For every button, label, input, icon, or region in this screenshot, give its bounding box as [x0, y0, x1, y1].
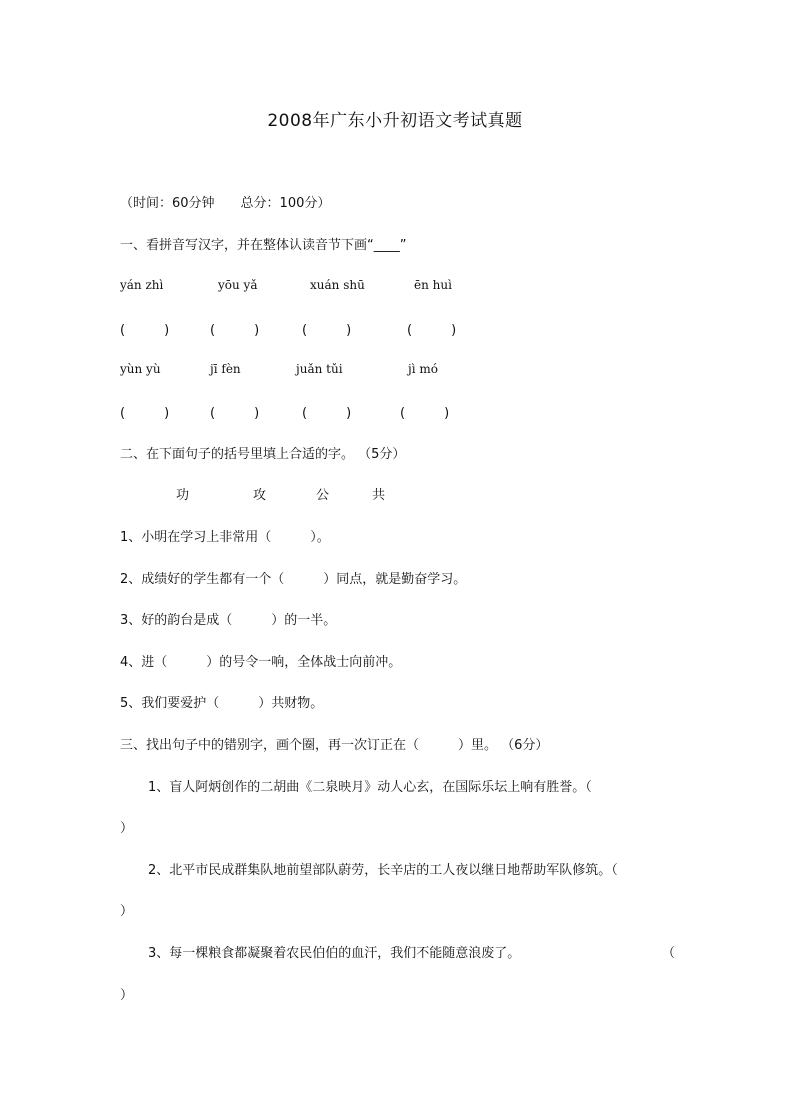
section2-heading: 二、在下面句子的括号里填上合适的字。 （5分） — [120, 447, 406, 462]
pinyin-item: yùn yù — [120, 362, 161, 376]
question-open-paren: （ — [662, 946, 676, 961]
pinyin-item: jì mó — [408, 362, 438, 376]
question-close-paren: ） — [120, 904, 134, 919]
question-item: 3、每一棵粮食都凝聚着农民伯伯的血汗，我们不能随意浪废了。 — [148, 946, 521, 961]
section3-heading: 三、找出句子中的错别字，画个圈，再一次订正在（ ）里。 （6分） — [120, 738, 549, 753]
question-close-paren: ） — [120, 988, 134, 1003]
question-item: 4、进（ ）的号令一响，全体战士向前冲。 — [120, 655, 402, 670]
question-item: 1、小明在学习上非常用（ ）。 — [120, 530, 330, 545]
answer-blank: ( ) — [407, 323, 457, 338]
choice-char: 公 — [316, 488, 330, 503]
section1-heading: 一、看拼音写汉字，并在整体认读音节下画“____” — [120, 238, 407, 253]
answer-blank: ( ) — [120, 406, 170, 421]
pinyin-item: jī fèn — [210, 362, 241, 376]
pinyin-item: ēn huì — [414, 278, 452, 292]
question-item: 5、我们要爱护（ ）共财物。 — [120, 696, 324, 711]
answer-blank: ( ) — [400, 406, 450, 421]
pinyin-item: juǎn tǔi — [296, 362, 343, 376]
question-item: 1、盲人阿炳创作的二胡曲《二泉映月》动人心玄，在国际乐坛上响有胜誉。（ — [148, 780, 592, 795]
choice-char: 攻 — [253, 488, 267, 503]
answer-blank: ( ) — [210, 406, 260, 421]
question-item: 2、北平市民成群集队地前望部队蔚劳，长辛店的工人夜以继日地帮助军队修筑。（ — [148, 863, 618, 878]
pinyin-item: xuán shū — [310, 278, 365, 292]
answer-blank: ( ) — [120, 323, 170, 338]
exam-info: （时间：60分钟 总分：100分） — [120, 196, 331, 211]
choice-char: 功 — [176, 488, 190, 503]
choice-char: 共 — [372, 488, 386, 503]
answer-blank: ( ) — [302, 406, 352, 421]
question-close-paren: ） — [120, 821, 134, 836]
pinyin-item: yōu yǎ — [218, 278, 258, 292]
question-item: 3、好的韵台是成（ ）的一半。 — [120, 613, 337, 628]
page-title: 2008年广东小升初语文考试真题 — [267, 111, 523, 131]
pinyin-item: yán zhì — [120, 278, 164, 292]
answer-blank: ( ) — [210, 323, 260, 338]
answer-blank: ( ) — [302, 323, 352, 338]
question-item: 2、成绩好的学生都有一个（ ）同点，就是勤奋学习。 — [120, 572, 467, 587]
